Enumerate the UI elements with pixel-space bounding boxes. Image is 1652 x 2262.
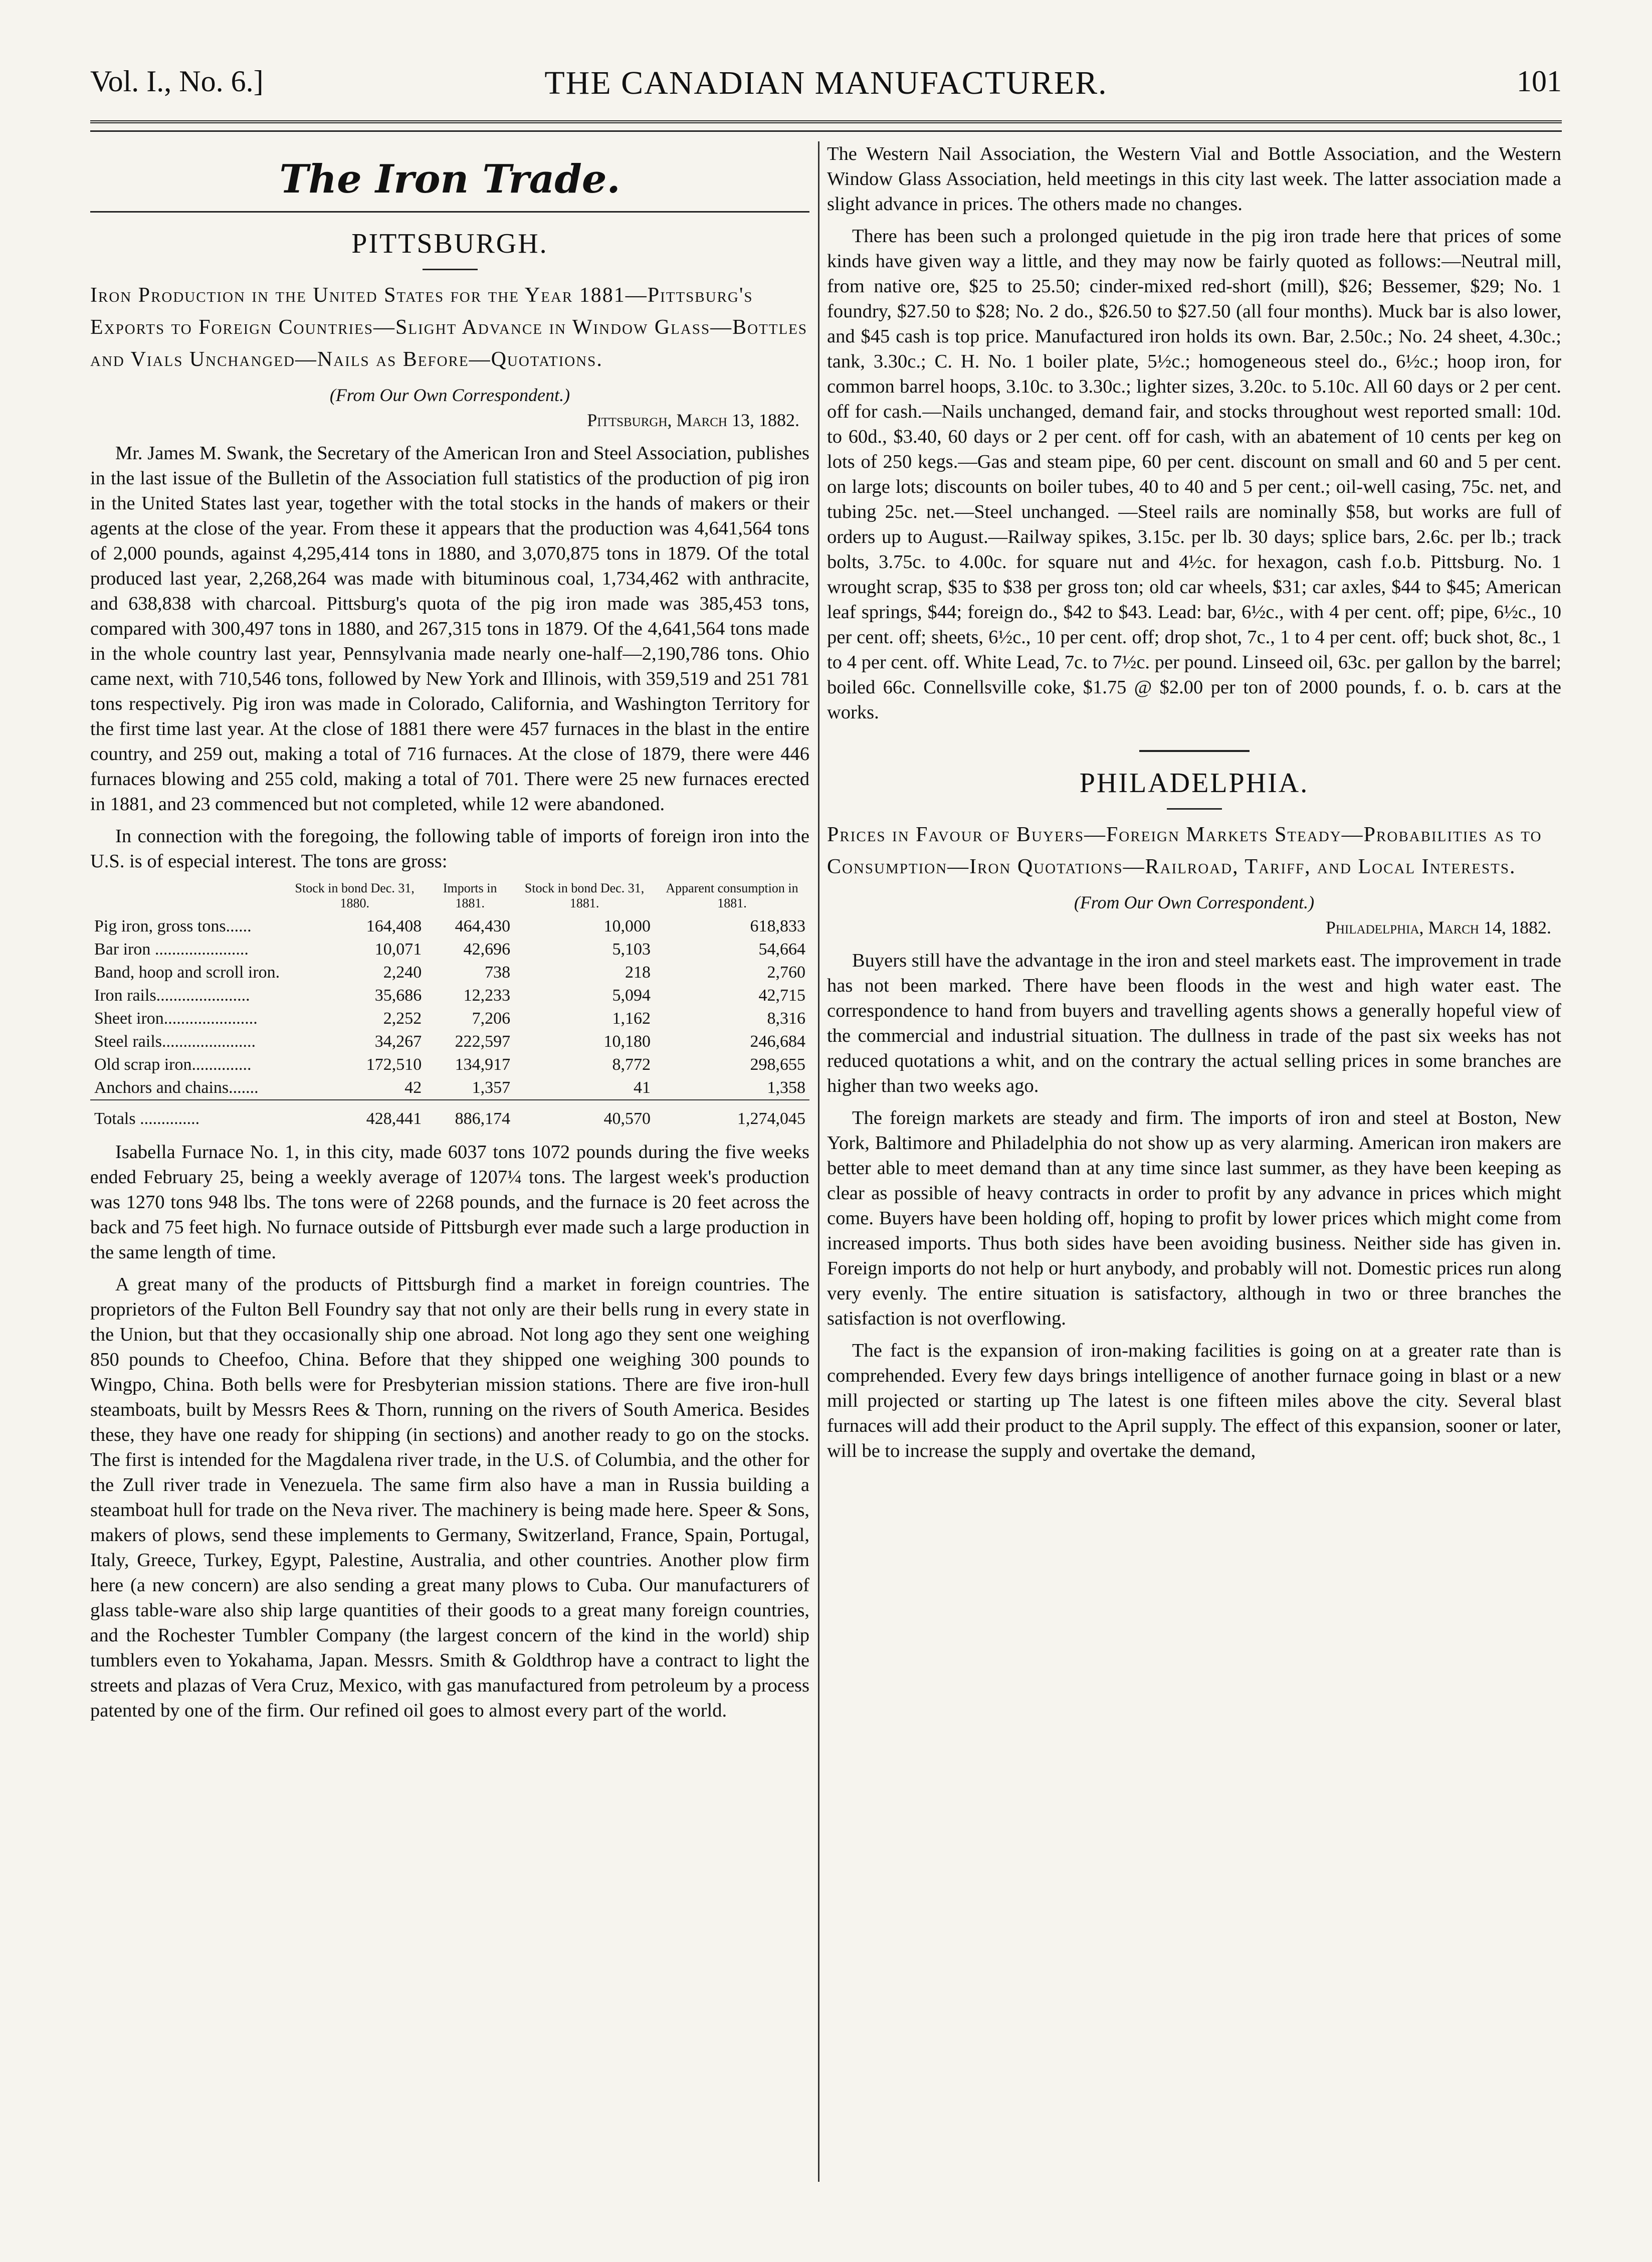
column-header: Imports in 1881. [443,881,497,910]
pittsburgh-paragraph: Isabella Furnace No. 1, in this city, made 6037 tons 1072 pounds during the five weeks ended February 25, being a weekly average of 1207¼ tons. The largest week's production was 1270 tons 948 lbs. The tons were of 2268 pounds, and the furnace is 20 feet across the back and 75 feet high. No furnace outside of Pittsburgh ever made such a large production in the same length of time. [90,1142,809,1263]
philadelphia-paragraph: Buyers still have the advantage in the iron and steel markets east. The improvement in trade has not been marked. There have been floods in the west and high water east. The correspondence to hand from buyers and travelling agents shows a generally hopeful view of the commercial and industrial situation. The dullness in trade of the past six weeks has not reduced quotations a whit, and on the contrary the actual selling prices in some branches are higher than two weeks ago. [827,950,1561,1096]
pittsburgh-paragraph: There has been such a prolonged quietude in the pig iron trade here that prices of some kinds have given way a little, and they may now be fairly quoted as follows:—Neutral mill, from native ore, $25 to 25.50; cinder-mixed red-short (mill), $26; Bessemer, $29; No. 1 foundry, $27.50 to $28; No. 2 do., $26.50 to $27.50 (all four months). Muck bar is also lower, and $45 cash is top price. Manufactured iron holds its own. Bar, 2.50c.; No. 24 sheet, 4.30c.; tank, 3.30c.; C. H. No. 1 boiler plate, 5½c.; homogeneous steel do., 6½c.; hoop iron, for common barrel hoops, 3.10c. to 3.30c.; lighter sizes, 3.20c. to 5.10c. All 60 days or 2 per cent. off for cash.—Nails unchanged, demand fair, and stocks throughout west reported small: 10d. to 60d., $3.40, 60 days or 2 per cent. off for cash, with an abatement of 10 cents per keg on lots of 250 kegs.—Gas and steam pipe, 60 per cent. discount on small and 60 and 5 per cent. on large lots; discounts on boiler tubes, 40 to 40 and 5 per cent.; oil-well casing, 75c. net, and tubing 25c. net.—Steel unchanged. —Steel rails are nominally $58, but works are full of orders up to August.—Railway spikes, 3.15c. per lb. 30 days; splice bars, 2.6c. per lb.; track bolts, 3.75c. to 4.00c. for square nut and 4½c. for hexagon, cash f.o.b. Pittsburg. No. 1 wrought scrap, $35 to $38 per gross ton; old car wheels, $31; car axles, $44 to $45; American leaf springs, $44; foreign do., $42 to $43. Lead: bar, 6½c., with 4 per cent. off; pipe, 6½c., 10 per cent. off; sheets, 6½c., 10 per cent. off; drop shot, 7c., 1 to 4 per cent. off; buck shot, 8c., 1 to 4 per cent. off. White Lead, 7c. to 7½c. per pound. Linseed oil, 63c. per gallon by the barrel; boiled 66c. Connellsville coke, $1.75 @ $2.00 per ton of 2000 pounds, f. o. b. cars at the works. [827,226,1561,723]
table-cell: 41 [634,1078,651,1097]
table-cell: 5,103 [612,940,651,959]
table-row [90,915,809,938]
section-rule [90,211,809,213]
right-column [827,141,1561,2192]
table-cell: 886,174 [426,1100,514,1130]
table-cell: 10,180 [603,1032,651,1051]
row-label: Old scrap iron.............. [94,1055,252,1074]
table-cell: 8,772 [612,1055,651,1074]
table-cell: 222,597 [455,1032,511,1051]
table-cell: 7,206 [472,1009,511,1028]
philadelphia-paragraph: The fact is the expansion of iron-making facilities is going on at a greater rate than is comprehended. Every few days brings intelligence of another furnace going in blast or a new mill projected or starting up The latest is one fifteen miles above the city. Several blast furnaces will add their product to the April supply. The effect of this expansion, sooner or later, will be to increase the supply and overtake the demand, [827,1340,1561,1461]
philadelphia-heading: PHILADELPHIA. [1079,768,1309,799]
section-title: The Iron Trade. [279,156,621,202]
row-label: Totals .............. [90,1100,284,1130]
table-cell: 2,760 [767,963,805,982]
volume-number: Vol. I., No. 6.] [90,65,264,98]
philadelphia-dateline: Philadelphia, March 14, 1882. [1325,917,1551,937]
philadelphia-subhead: Prices in Favour of Buyers—Foreign Markets Steady—Probabilities as to Consumption—Iron Quotations—Railroad, Tariff, and Local Interests. [827,823,1542,878]
table-row [90,1076,809,1100]
row-label: Sheet iron...................... [94,1009,258,1028]
journal-title: THE CANADIAN MANUFACTURER. [544,65,1108,101]
row-label: Pig iron, gross tons...... [94,917,252,935]
table-cell: 134,917 [455,1055,511,1074]
table-cell: 1,162 [612,1009,651,1028]
table-cell: 164,408 [366,917,422,935]
row-label: Band, hoop and scroll iron. [94,963,280,982]
column-divider [818,141,819,2182]
table-cell: 34,267 [374,1032,422,1051]
table-cell: 40,570 [514,1100,655,1130]
table-cell: 54,664 [758,940,805,959]
row-label: Bar iron ...................... [94,940,249,959]
table-cell: 738 [485,963,511,982]
table-cell: 1,357 [472,1078,511,1097]
row-label: Steel rails...................... [94,1032,256,1051]
table-row [90,1053,809,1076]
pittsburgh-byline: (From Our Own Correspondent.) [329,385,570,405]
philadelphia-paragraph: The foreign markets are steady and firm. The imports of iron and steel at Boston, New York, Baltimore and Philadelphia do not show up as very alarming. American iron makers are better able to meet demand than at any time since last summer, as they have been keeping as clear as possible of heavy contracts in order to profit by any advance in prices which might come. Buyers have been holding off, hoping to profit by lower prices which might come from increased imports. Thus both sides have been avoiding business. Neither side has given in. Foreign imports do not help or hurt anybody, and probably will not. Domestic prices run along very evenly. The entire situation is satisfactory, although in two or three branches the satisfaction is not overflowing. [827,1107,1561,1329]
table-cell: 12,233 [463,986,511,1005]
table-cell: 2,240 [383,963,422,982]
table-cell: 618,833 [750,917,805,935]
table-cell: 1,274,045 [655,1100,809,1130]
pittsburgh-heading: PITTSBURGH. [351,228,548,259]
column-header: Stock in bond Dec. 31, 1881. [524,881,645,910]
table-cell: 464,430 [455,917,511,935]
table-cell: 10,071 [374,940,422,959]
table-row [90,1030,809,1053]
table-row [90,1007,809,1030]
table-cell: 246,684 [750,1032,805,1051]
table-cell: 8,316 [767,1009,805,1028]
totals-row [90,1100,809,1130]
page-header [90,64,1562,124]
header-rule [90,120,1562,132]
short-rule [1167,808,1222,810]
article-separator [1139,750,1250,752]
column-header: Stock in bond Dec. 31, 1880. [295,881,415,910]
pittsburgh-subhead: Iron Production in the United States for the Year 1881—Pittsburg's Exports to Foreign Countries—Slight Advance in Window Glass—Bottles and Vials Unchanged—Nails as Before—Quotations. [90,284,808,371]
column-header: Apparent consumption in 1881. [666,881,798,910]
table-row [90,984,809,1007]
pittsburgh-paragraph-continued: The Western Nail Association, the Western Vial and Bottle Association, and the Western Window Glass Association, held meetings in this city last week. The latter association made a slight advance in prices. The others made no changes. [827,143,1561,215]
table-cell: 35,686 [374,986,422,1005]
pittsburgh-paragraph: Mr. James M. Swank, the Secretary of the American Iron and Steel Association, publishes in the last issue of the Bulletin of the Association full statistics of the production of pig iron in the United States last year, together with the total stocks in the hands of makers or their agents at the close of the year. From these it appears that the production was 4,641,564 tons of 2,000 pounds, against 4,295,414 tons in 1880, and 3,070,875 tons in 1879. Of the total produced last year, 2,268,264 was made with bituminous coal, 1,734,462 with anthracite, and 638,838 with charcoal. Pittsburg's quota of the pig iron made was 385,453 tons, compared with 300,497 tons in 1880, and 267,315 tons in 1879. Of the 4,641,564 tons made in the whole country last year, Pennsylvania made nearly one-half—2,190,786 tons. Ohio came next, with 710,546 tons, followed by New York and Illinois, with 359,519 and 251 781 tons respectively. Pig iron was made in Colorado, California, and Washington Territory for the first time last year. At the close of 1881 there were 457 furnaces in the blast in the entire country, and 259 out, making a total of 716 furnaces. At the close of 1879, there were 446 furnaces blowing and 255 cold, making a total of 701. There were 25 new furnaces erected in 1881, and 23 commenced but not completed, while 12 were abandoned. [90,443,809,815]
left-column [90,141,809,2192]
table-row [90,938,809,961]
row-label: Iron rails...................... [94,986,250,1005]
table-row [90,961,809,984]
table-cell: 42,696 [463,940,511,959]
table-cell: 428,441 [284,1100,426,1130]
table-cell: 2,252 [383,1009,422,1028]
table-cell: 10,000 [603,917,651,935]
pittsburgh-dateline: Pittsburgh, March 13, 1882. [587,410,799,430]
table-cell: 42,715 [758,986,805,1005]
short-rule [423,269,478,270]
pittsburgh-paragraph: A great many of the products of Pittsburgh find a market in foreign countries. The proprietors of the Fulton Bell Foundry say that not only are their bells rung in every state in the Union, but that they occasionally ship one abroad. Not long ago they sent one weighing 850 pounds to Cheefoo, China. Before that they shipped one weighing 300 pounds to Wingpo, China. Both bells were for Presbyterian mission stations. There are five iron-hull steamboats, built by Messrs Rees & Thorn, running on the rivers of South America. Besides these, they have one ready for shipping (in sections) and another ready to go on the stocks. The first is intended for the Magdalena river trade, in the U.S. of Columbia, and the other for the Zull river trade in Venezuela. The same firm also have a man in Russia building a steamboat hull for trade on the Neva river. The machinery is being made here. Speer & Sons, makers of plows, send these implements to Germany, Switzerland, France, Spain, Portugal, Italy, Greece, Turkey, Egypt, Palestine, Australia, and other countries. Another plow firm here (a new concern) are also sending a great many plows to Cuba. Our manufacturers of glass table-ware also ship large quantities of their goods to a great many foreign countries, and the Rochester Tumbler Company (the largest concern of the kind in the world) ship tumblers even to Yokahama, Japan. Messrs. Smith & Goldthrop have a contract to light the streets and plazas of Vera Cruz, Mexico, with gas manufactured from petroleum by a process patented by one of the firm. Our refined oil goes to almost every part of the world. [90,1274,809,1721]
table-cell: 1,358 [767,1078,805,1097]
imports-table [90,881,809,1130]
row-label: Anchors and chains....... [94,1078,259,1097]
table-cell: 298,655 [750,1055,805,1074]
philadelphia-byline: (From Our Own Correspondent.) [1074,892,1315,912]
imports-table-header [90,881,809,915]
pittsburgh-paragraph: In connection with the foregoing, the following table of imports of foreign iron into the U.S. is of especial interest. The tons are gross: [90,826,809,872]
table-cell: 5,094 [612,986,651,1005]
table-cell: 42 [404,1078,422,1097]
table-cell: 218 [625,963,651,982]
page-number: 101 [1517,65,1562,98]
table-cell: 172,510 [366,1055,422,1074]
column-header [90,881,284,915]
